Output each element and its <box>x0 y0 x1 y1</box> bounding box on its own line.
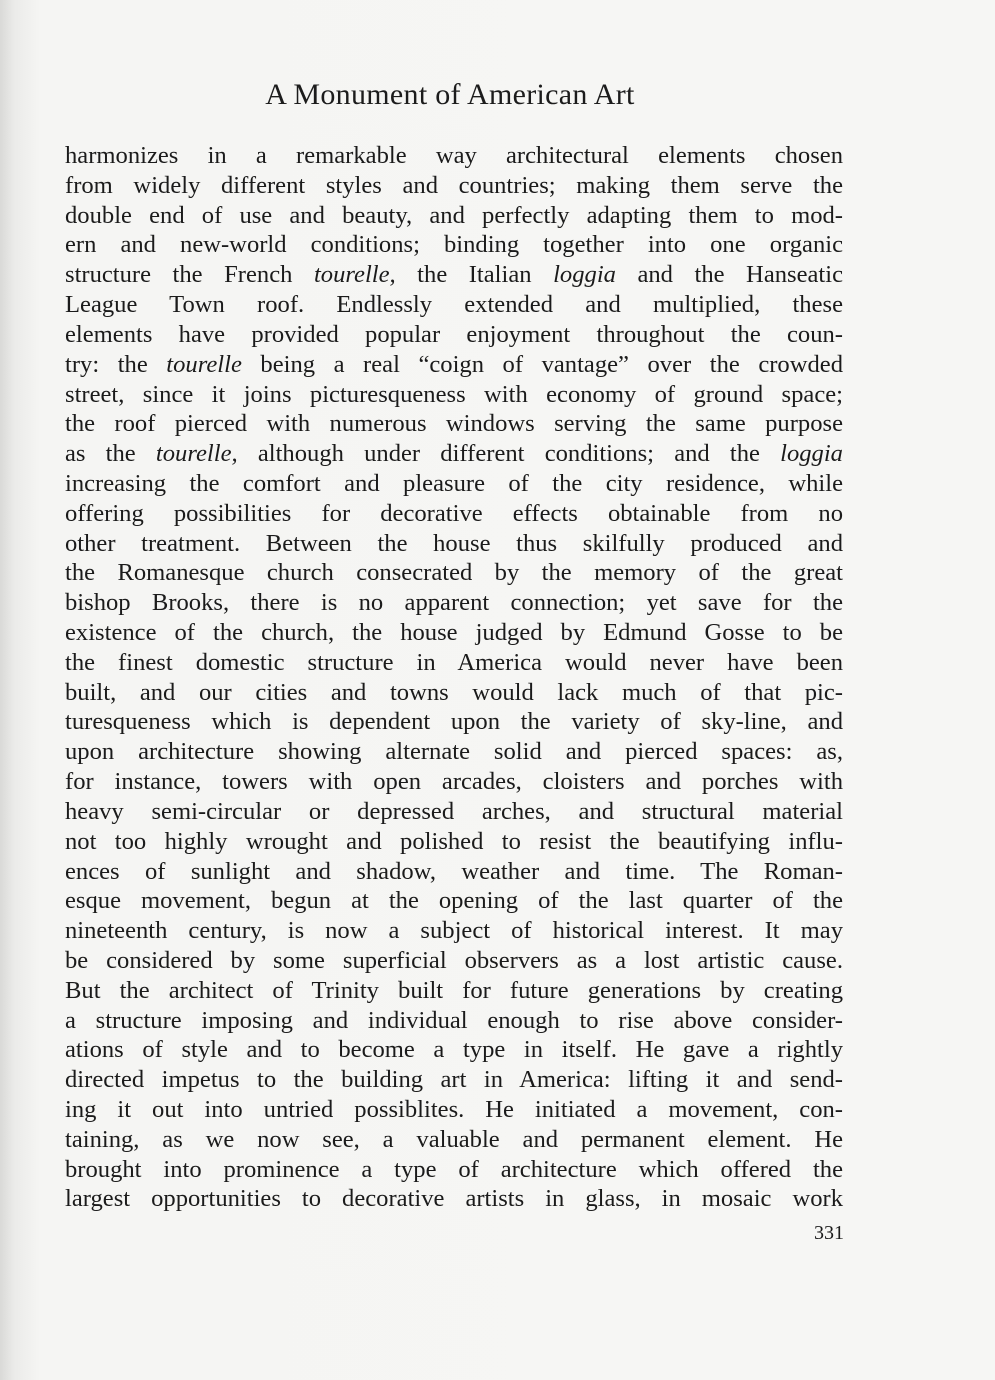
text-run: harmonizes in a remarkable way architectural elements chosen <box>65 142 843 169</box>
text-line <box>65 976 843 1006</box>
text-line <box>65 499 843 529</box>
text-line <box>65 827 843 857</box>
text-run: brought into prominence a type of architecture which offered the <box>65 1155 843 1183</box>
italic-term: loggia <box>780 440 843 468</box>
text-line <box>65 1155 843 1185</box>
text-line <box>65 171 843 201</box>
text-line <box>65 916 843 946</box>
text-line <box>65 1006 843 1036</box>
text-run: elements have provided popular enjoyment throughout the coun- <box>65 320 843 348</box>
text-run: from widely different styles and countries; making them serve the <box>65 171 843 199</box>
italic-term: tourelle, <box>313 261 396 289</box>
text-line <box>65 320 843 350</box>
text-line <box>65 1125 843 1155</box>
text-line <box>65 380 843 410</box>
text-run: largest opportunities to decorative artists in glass, in mosaic work <box>65 1185 843 1213</box>
text-run: the finest domestic structure in America would never have been <box>65 648 843 676</box>
text-run: try: the <box>65 350 167 378</box>
text-run: street, since it joins picturesqueness with economy of ground space; <box>65 380 843 408</box>
text-run: heavy semi-circular or depressed arches, and structural material <box>65 797 843 825</box>
text-line <box>65 618 843 648</box>
text-run: upon architecture showing alternate solid and pierced spaces: as, <box>65 738 843 766</box>
text-line <box>65 648 843 678</box>
text-run: existence of the church, the house judged by Edmund Gosse to be <box>65 619 843 646</box>
text-run: ern and new-world conditions; binding together into one organic <box>65 231 843 259</box>
text-line <box>65 707 843 737</box>
text-line <box>65 469 843 499</box>
text-run: the Romanesque church consecrated by the memory of the great <box>65 559 843 587</box>
text-run: although under different conditions; and the <box>237 440 781 468</box>
text-run: the roof pierced with numerous windows serving the same purpose <box>65 410 843 438</box>
text-run: a structure imposing and individual enough to rise above consider- <box>65 1006 843 1034</box>
text-run: turesqueness which is dependent upon the variety of sky-line, and <box>65 708 843 736</box>
body-text <box>65 141 843 1214</box>
text-line <box>65 886 843 916</box>
text-run: and the Hanseatic <box>615 261 844 289</box>
text-run: directed impetus to the building art in America: lifting it and send- <box>65 1066 843 1094</box>
text-line <box>65 409 843 439</box>
text-line <box>65 260 843 290</box>
running-head: A Monument of American Art <box>265 78 635 111</box>
italic-term: tourelle, <box>155 440 238 468</box>
text-run: esque movement, begun at the opening of the last quarter of the <box>65 887 843 915</box>
text-line <box>65 1035 843 1065</box>
text-run: being a real “coign of vantage” over the crowded <box>241 350 843 378</box>
text-line <box>65 1065 843 1095</box>
text-line <box>65 290 843 320</box>
text-line <box>65 737 843 767</box>
text-line <box>65 1095 843 1125</box>
text-line <box>65 558 843 588</box>
text-line <box>65 1184 843 1214</box>
italic-term: tourelle <box>166 350 242 378</box>
text-line <box>65 529 843 559</box>
text-line <box>65 946 843 976</box>
text-run: offering possibilities for decorative effects obtainable from no <box>65 499 843 527</box>
text-run: But the architect of Trinity built for future generations by creating <box>65 976 843 1004</box>
text-line <box>65 141 843 171</box>
page-number: 331 <box>814 1222 844 1244</box>
text-run: bishop Brooks, there is no apparent connection; yet save for the <box>65 589 843 617</box>
text-run: for instance, towers with open arcades, cloisters and porches with <box>65 768 843 796</box>
text-line <box>65 857 843 887</box>
text-run: built, and our cities and towns would lack much of that pic- <box>65 678 843 706</box>
text-run: as the <box>65 440 156 468</box>
text-run: double end of use and beauty, and perfectly adapting them to mod- <box>65 201 843 229</box>
text-line <box>65 678 843 708</box>
text-line <box>65 201 843 231</box>
text-line <box>65 767 843 797</box>
text-line <box>65 797 843 827</box>
text-run: ences of sunlight and shadow, weather and time. The Roman- <box>65 857 843 885</box>
text-run: be considered by some superficial observers as a lost artistic cause. <box>65 946 843 974</box>
text-run: structure the French <box>65 261 314 289</box>
text-line <box>65 588 843 618</box>
text-run: not too highly wrought and polished to resist the beautifying influ- <box>65 827 843 855</box>
text-line <box>65 350 843 380</box>
text-run: ing it out into untried possiblites. He initiated a movement, con- <box>65 1096 843 1123</box>
text-run: ations of style and to become a type in itself. He gave a rightly <box>65 1036 843 1064</box>
text-run: League Town roof. Endlessly extended and multiplied, these <box>65 291 843 319</box>
text-line <box>65 230 843 260</box>
text-run: other treatment. Between the house thus skilfully produced and <box>65 529 843 557</box>
text-run: increasing the comfort and pleasure of the city residence, while <box>65 469 843 497</box>
text-run: taining, as we now see, a valuable and permanent element. He <box>65 1125 843 1153</box>
italic-term: loggia <box>553 261 616 289</box>
text-run: the Italian <box>395 261 554 289</box>
text-line <box>65 439 843 469</box>
text-run: nineteenth century, is now a subject of historical interest. It may <box>65 917 843 945</box>
